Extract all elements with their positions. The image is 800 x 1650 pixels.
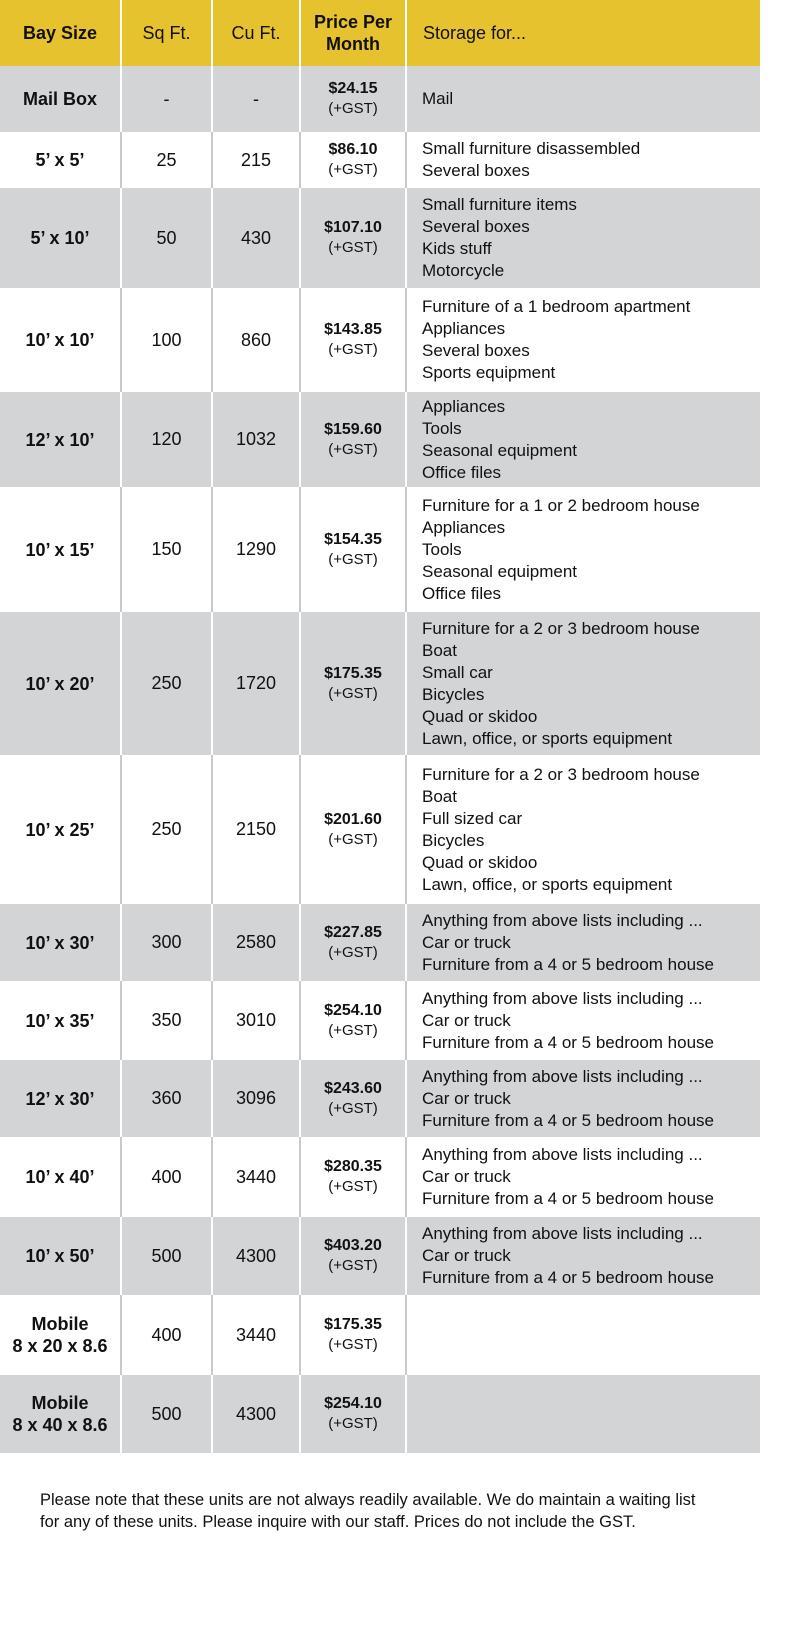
table-header — [0, 0, 760, 66]
price-gst-note: (+GST) — [328, 1099, 378, 1117]
storage-item: Seasonal equipment — [422, 561, 578, 581]
storage-item: Car or truck — [422, 1167, 511, 1186]
header-bay-size: Bay Size — [0, 0, 121, 66]
storage-for-cell — [406, 904, 760, 981]
cu-ft-cell: 860 — [212, 288, 300, 392]
bay-size-cell — [0, 981, 121, 1060]
table-row — [0, 392, 760, 487]
storage-item: Office files — [422, 583, 502, 603]
sq-ft-cell: 400 — [121, 1295, 212, 1375]
storage-item: Furniture from a 4 or 5 bedroom house — [422, 1110, 714, 1130]
sq-ft-cell: - — [121, 66, 212, 132]
bay-size-cell — [0, 132, 121, 188]
bay-size-line: 10’ x 15’ — [25, 539, 95, 560]
price-amount: $86.10 — [328, 141, 378, 158]
storage-item: Tools — [422, 539, 462, 559]
price-cell — [300, 1137, 406, 1217]
bay-size-line: 10’ x 25’ — [25, 819, 95, 840]
sq-ft-cell: 25 — [121, 132, 212, 188]
price-cell — [300, 981, 406, 1060]
storage-item: Full sized car — [422, 808, 523, 828]
storage-item: Anything from above lists including ... — [422, 910, 703, 930]
table-row — [0, 755, 760, 904]
sq-ft-cell: 400 — [121, 1137, 212, 1217]
storage-item: Several boxes — [422, 161, 530, 180]
table-row — [0, 1060, 760, 1137]
storage-item: Anything from above lists including ... — [422, 988, 703, 1008]
bay-size-line: 10’ x 50’ — [25, 1246, 95, 1266]
price-cell — [300, 132, 406, 188]
bay-size-line: 12’ x 30’ — [25, 1088, 95, 1109]
price-amount: $243.60 — [324, 1079, 382, 1097]
sq-ft-cell: 100 — [121, 288, 212, 392]
header-price-per-month — [300, 0, 406, 66]
sq-ft-cell: 500 — [121, 1217, 212, 1295]
bay-size-line: 5’ x 5’ — [35, 150, 85, 170]
storage-item: Furniture from a 4 or 5 bedroom house — [422, 1032, 714, 1052]
storage-item: Furniture from a 4 or 5 bedroom house — [422, 1268, 714, 1287]
bay-size-line: 8 x 20 x 8.6 — [12, 1336, 108, 1356]
bay-size-line: 5’ x 10’ — [30, 228, 90, 248]
price-gst-note: (+GST) — [328, 830, 378, 848]
storage-item: Kids stuff — [422, 239, 492, 258]
price-amount: $227.85 — [324, 923, 382, 941]
price-gst-note: (+GST) — [328, 1415, 378, 1432]
storage-item: Bicycles — [422, 684, 485, 704]
price-cell — [300, 1217, 406, 1295]
storage-item: Small furniture items — [422, 195, 577, 214]
footer-note-line1: Please note that these units are not always readily available. We do maintain a waiting list — [40, 1491, 696, 1509]
table-row — [0, 188, 760, 288]
cu-ft-cell: 3440 — [212, 1137, 300, 1217]
storage-item: Office files — [422, 462, 502, 482]
cu-ft-cell: 3010 — [212, 981, 300, 1060]
price-gst-note: (+GST) — [328, 440, 378, 458]
storage-item: Furniture from a 4 or 5 bedroom house — [422, 954, 714, 974]
storage-item: Lawn, office, or sports equipment — [422, 728, 673, 748]
bay-size-cell — [0, 288, 121, 392]
bay-size-cell — [0, 487, 121, 612]
bay-size-line: 10’ x 10’ — [25, 330, 95, 350]
table-row — [0, 487, 760, 612]
price-amount: $154.35 — [324, 530, 382, 548]
table-row — [0, 288, 760, 392]
price-cell — [300, 188, 406, 288]
price-gst-note: (+GST) — [328, 1021, 378, 1039]
bay-size-cell — [0, 66, 121, 132]
storage-item: Several boxes — [422, 217, 530, 236]
storage-item: Lawn, office, or sports equipment — [422, 874, 673, 894]
header-cu-ft: Cu Ft. — [212, 0, 300, 66]
price-gst-note: (+GST) — [328, 1257, 378, 1274]
storage-item: Quad or skidoo — [422, 706, 538, 726]
price-cell — [300, 1375, 406, 1453]
cu-ft-cell: 1032 — [212, 392, 300, 487]
price-gst-note: (+GST) — [328, 239, 378, 256]
bay-size-line: Mobile — [31, 1314, 89, 1334]
table-body — [0, 66, 760, 1453]
storage-item: Boat — [422, 640, 457, 660]
bay-size-cell — [0, 1060, 121, 1137]
storage-for-cell — [406, 1060, 760, 1137]
price-amount: $159.60 — [324, 420, 382, 438]
price-cell — [300, 904, 406, 981]
table-row — [0, 66, 760, 132]
price-gst-note: (+GST) — [328, 161, 378, 178]
price-cell — [300, 1060, 406, 1137]
header-storage-for: Storage for... — [406, 0, 760, 66]
storage-item: Appliances — [422, 396, 506, 416]
storage-for-cell — [406, 487, 760, 612]
storage-item: Car or truck — [422, 1246, 511, 1265]
price-gst-note: (+GST) — [328, 684, 378, 702]
storage-item: Small car — [422, 662, 493, 682]
storage-item: Small furniture disassembled — [422, 139, 641, 158]
storage-item: Appliances — [422, 517, 506, 537]
storage-item: Appliances — [422, 319, 506, 338]
bay-size-line: 10’ x 35’ — [25, 1010, 95, 1031]
storage-for-cell — [406, 288, 760, 392]
bay-size-cell — [0, 904, 121, 981]
header-row — [0, 0, 760, 66]
storage-item: Quad or skidoo — [422, 852, 538, 872]
cu-ft-cell: 2150 — [212, 755, 300, 904]
footer-note-line2: for any of these units. Please inquire with our staff. Prices do not include the GST. — [40, 1513, 636, 1531]
storage-item: Anything from above lists including ... — [422, 1066, 703, 1086]
table-row — [0, 132, 760, 188]
price-gst-note: (+GST) — [328, 100, 378, 117]
storage-for-cell — [406, 1137, 760, 1217]
storage-for-cell — [406, 612, 760, 755]
storage-for-cell — [406, 981, 760, 1060]
storage-for-cell — [406, 1217, 760, 1295]
storage-item: Furniture from a 4 or 5 bedroom house — [422, 1189, 714, 1208]
price-cell — [300, 755, 406, 904]
price-amount: $24.15 — [328, 80, 378, 97]
table-row — [0, 612, 760, 755]
storage-for-cell — [406, 1295, 760, 1375]
price-cell — [300, 487, 406, 612]
cu-ft-cell: 1720 — [212, 612, 300, 755]
price-gst-note: (+GST) — [328, 341, 378, 358]
storage-item: Furniture of a 1 bedroom apartment — [422, 297, 691, 316]
storage-item: Anything from above lists including ... — [422, 1224, 703, 1243]
bay-size-cell — [0, 1217, 121, 1295]
price-amount: $201.60 — [324, 810, 382, 828]
bay-size-cell — [0, 612, 121, 755]
storage-for-cell — [406, 132, 760, 188]
storage-item: Boat — [422, 786, 457, 806]
sq-ft-cell: 360 — [121, 1060, 212, 1137]
storage-item: Furniture for a 2 or 3 bedroom house — [422, 618, 700, 638]
bay-size-cell — [0, 755, 121, 904]
storage-item: Car or truck — [422, 1010, 511, 1030]
bay-size-line: 10’ x 40’ — [25, 1167, 95, 1187]
cu-ft-cell: 3096 — [212, 1060, 300, 1137]
cu-ft-cell: 1290 — [212, 487, 300, 612]
price-cell — [300, 288, 406, 392]
cu-ft-cell: 3440 — [212, 1295, 300, 1375]
price-amount: $175.35 — [324, 1316, 382, 1333]
table-row — [0, 981, 760, 1060]
price-amount: $107.10 — [324, 219, 382, 236]
price-amount: $143.85 — [324, 321, 382, 338]
storage-item: Tools — [422, 418, 462, 438]
storage-item: Furniture for a 2 or 3 bedroom house — [422, 764, 700, 784]
storage-item: Several boxes — [422, 341, 530, 360]
bay-size-line: 12’ x 10’ — [25, 429, 95, 450]
storage-for-cell — [406, 66, 760, 132]
table-row — [0, 1375, 760, 1453]
table-row — [0, 1217, 760, 1295]
price-amount: $280.35 — [324, 1158, 382, 1175]
bay-size-line: 10’ x 30’ — [25, 932, 95, 953]
footer-note — [0, 1453, 740, 1533]
sq-ft-cell: 250 — [121, 755, 212, 904]
sq-ft-cell: 500 — [121, 1375, 212, 1453]
sq-ft-cell: 350 — [121, 981, 212, 1060]
header-price-line1: Price Per — [313, 12, 393, 32]
storage-for-cell — [406, 1375, 760, 1453]
sq-ft-cell: 150 — [121, 487, 212, 612]
storage-for-cell — [406, 755, 760, 904]
cu-ft-cell: 4300 — [212, 1217, 300, 1295]
storage-item: Mail — [422, 89, 454, 108]
price-cell — [300, 66, 406, 132]
price-gst-note: (+GST) — [328, 1178, 378, 1195]
table-row — [0, 1295, 760, 1375]
price-cell — [300, 392, 406, 487]
cu-ft-cell: 430 — [212, 188, 300, 288]
storage-item: Bicycles — [422, 830, 485, 850]
cu-ft-cell: 2580 — [212, 904, 300, 981]
sq-ft-cell: 50 — [121, 188, 212, 288]
storage-item: Motorcycle — [422, 261, 505, 280]
bay-size-cell — [0, 392, 121, 487]
bay-size-cell — [0, 1375, 121, 1453]
storage-item: Car or truck — [422, 932, 511, 952]
table-row — [0, 1137, 760, 1217]
storage-item: Car or truck — [422, 1088, 511, 1108]
price-gst-note: (+GST) — [328, 550, 378, 568]
sq-ft-cell: 120 — [121, 392, 212, 487]
storage-for-cell — [406, 188, 760, 288]
sq-ft-cell: 250 — [121, 612, 212, 755]
bay-size-line: 8 x 40 x 8.6 — [12, 1415, 108, 1435]
price-cell — [300, 1295, 406, 1375]
price-amount: $175.35 — [324, 664, 382, 682]
storage-item: Furniture for a 1 or 2 bedroom house — [422, 495, 700, 515]
storage-item: Anything from above lists including ... — [422, 1145, 703, 1164]
price-amount: $254.10 — [324, 1395, 382, 1412]
bay-size-line: Mail Box — [22, 89, 97, 109]
bay-size-cell — [0, 1295, 121, 1375]
header-sq-ft: Sq Ft. — [121, 0, 212, 66]
storage-for-cell — [406, 392, 760, 487]
storage-item: Seasonal equipment — [422, 440, 578, 460]
price-amount: $254.10 — [324, 1001, 382, 1019]
storage-item: Sports equipment — [422, 363, 556, 382]
bay-size-line: 10’ x 20’ — [25, 673, 95, 694]
price-cell — [300, 612, 406, 755]
price-gst-note: (+GST) — [328, 1336, 378, 1353]
cu-ft-cell: 4300 — [212, 1375, 300, 1453]
cu-ft-cell: - — [212, 66, 300, 132]
cu-ft-cell: 215 — [212, 132, 300, 188]
bay-size-cell — [0, 188, 121, 288]
sq-ft-cell: 300 — [121, 904, 212, 981]
header-price-line2: Month — [326, 34, 380, 54]
bay-size-line: Mobile — [31, 1393, 89, 1413]
table-row — [0, 904, 760, 981]
price-gst-note: (+GST) — [328, 943, 378, 961]
bay-size-cell — [0, 1137, 121, 1217]
price-amount: $403.20 — [324, 1237, 382, 1254]
